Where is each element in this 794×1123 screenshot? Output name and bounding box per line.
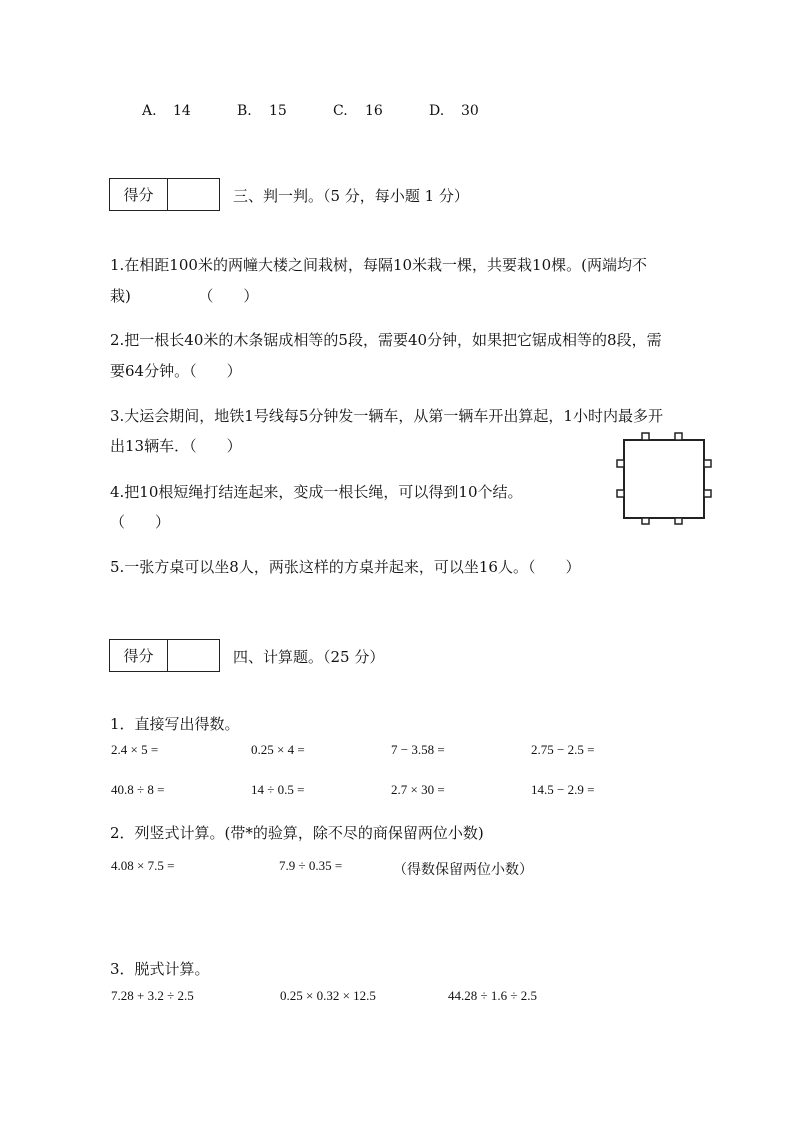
calc-part1-title: 1．直接写出得数。 [110, 715, 240, 733]
vertical-calc-item[interactable]: 4.08 × 7.5 = [111, 858, 175, 873]
section3-title: 三、判一判。（5 分，每小题 1 分） [233, 187, 469, 205]
seat-bottom-right [675, 518, 682, 524]
score-label: 得分 [110, 179, 168, 210]
option-c-letter: C. [333, 103, 348, 119]
calc-part2-title: 2．列竖式计算。(带*的验算，除不尽的商保留两位小数) [110, 824, 484, 842]
calc-item[interactable]: 2.7 × 30 = [391, 782, 445, 797]
option-c-value: 16 [365, 103, 383, 119]
stepwise-calc-item[interactable]: 44.28 ÷ 1.6 ÷ 2.5 [448, 988, 538, 1003]
seat-bottom-left [642, 518, 649, 524]
option-d-value: 30 [461, 103, 479, 119]
score-box-section4 [109, 639, 220, 672]
calc-item[interactable]: 14.5 − 2.9 = [531, 782, 595, 797]
calc-item[interactable]: 7 − 3.58 = [391, 742, 445, 757]
score-blank[interactable] [168, 640, 219, 671]
seat-right-bottom [704, 490, 711, 497]
stepwise-calc-item[interactable]: 0.25 × 0.32 × 12.5 [280, 988, 376, 1003]
calc-item[interactable]: 0.25 × 4 = [251, 742, 305, 757]
judge-question-5[interactable]: 5.一张方桌可以坐8人，两张这样的方桌并起来，可以坐16人。（ ） [110, 558, 581, 576]
seat-left-top [617, 460, 624, 467]
score-label: 得分 [110, 640, 168, 671]
judge-question-1-line2[interactable]: 栽) （ ） [110, 287, 259, 305]
option-b-letter: B. [237, 103, 252, 119]
seat-right-top [704, 460, 711, 467]
seat-top-right [675, 433, 682, 440]
seat-top-left [642, 433, 649, 440]
vertical-calc-item[interactable]: 7.9 ÷ 0.35 = [279, 858, 343, 873]
judge-question-3-line2[interactable]: 出13辆车．（ ） [110, 437, 242, 455]
calc-item[interactable]: 2.75 − 2.5 = [531, 742, 595, 757]
table-top [624, 440, 704, 518]
square-table-figure [614, 430, 712, 526]
rounding-note: （得数保留两位小数） [393, 862, 533, 878]
calc-part3-title: 3．脱式计算。 [110, 960, 210, 978]
score-blank[interactable] [168, 179, 219, 210]
option-a-letter: A. [142, 103, 157, 119]
judge-question-3-line1: 3.大运会期间，地铁1号线每5分钟发一辆车，从第一辆车开出算起，1小时内最多开 [110, 407, 663, 425]
judge-question-1-line1: 1.在相距100米的两幢大楼之间栽树，每隔10米栽一棵，共要栽10棵。(两端均不 [110, 256, 647, 274]
stepwise-calc-item[interactable]: 7.28 + 3.2 ÷ 2.5 [111, 988, 194, 1003]
option-b-value: 15 [269, 103, 287, 119]
judge-question-4-line1: 4.把10根短绳打结连起来，变成一根长绳，可以得到10个结。 [110, 483, 523, 501]
judge-question-4-line2[interactable]: （ ） [110, 513, 171, 531]
seat-left-bottom [617, 490, 624, 497]
score-box-section3 [109, 178, 220, 211]
option-d-letter: D. [429, 103, 445, 119]
calc-item[interactable]: 2.4 × 5 = [111, 742, 159, 757]
calc-item[interactable]: 40.8 ÷ 8 = [111, 782, 165, 797]
option-a-value: 14 [173, 103, 191, 119]
judge-question-2-line1: 2.把一根长40米的木条锯成相等的5段，需要40分钟，如果把它锯成相等的8段，需 [110, 331, 662, 349]
section4-title: 四、计算题。（25 分） [233, 648, 385, 666]
calc-item[interactable]: 14 ÷ 0.5 = [251, 782, 305, 797]
judge-question-2-line2[interactable]: 要64分钟。（ ） [110, 362, 242, 380]
